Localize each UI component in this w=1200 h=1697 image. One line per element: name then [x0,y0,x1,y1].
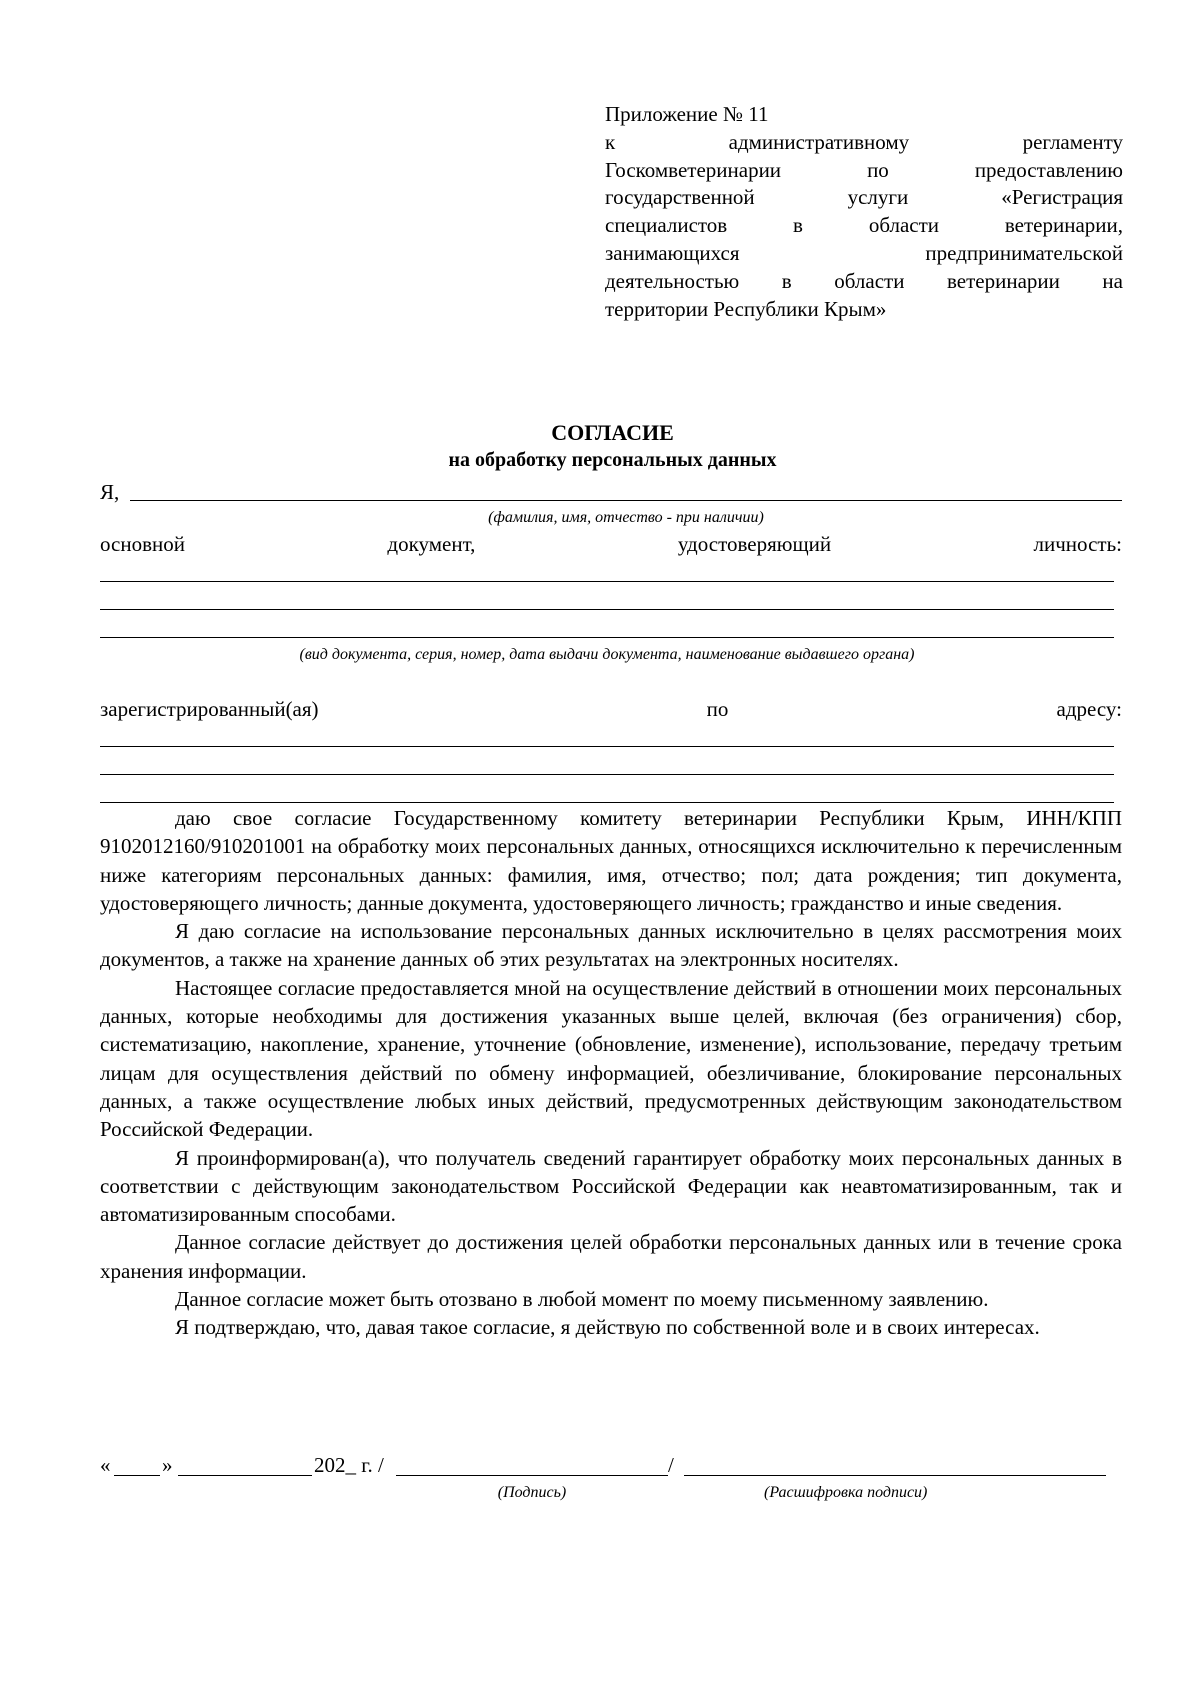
doc-word: личность: [1033,532,1122,556]
address-line-2[interactable] [100,774,1114,775]
slash-separator: / [668,1453,674,1477]
open-quote: « [100,1453,111,1477]
close-quote: » [162,1453,173,1477]
document-line-2[interactable] [100,609,1114,610]
document-line-3[interactable] [100,637,1114,638]
addr-word: зарегистрированный(ая) [100,697,319,721]
fio-hint: (фамилия, имя, отчество - при наличии) [488,509,764,526]
document-line-1[interactable] [100,581,1114,582]
appendix-line: деятельностью в области ветеринарии на [605,268,1123,293]
address-line-1[interactable] [100,746,1114,747]
appendix-line: территории Республики Крым» [605,296,887,321]
consent-paragraph: Я проинформирован(а), что получатель сведений гарантирует обработку моих персональных данных в соответствии с действующим законодательством Российской Федерации как неавтоматизированным, так и автоматизированным способами. [100,1145,1122,1227]
document-subtitle: на обработку персональных данных [448,449,777,471]
signature-decode-hint: (Расшифровка подписи) [764,1484,928,1501]
signature-line[interactable] [396,1475,668,1476]
month-line[interactable] [178,1475,312,1476]
consent-paragraph: Данное согласие может быть отозвано в любой момент по моему письменному заявлению. [175,1287,989,1312]
consent-paragraph: Настоящее согласие предоставляется мной на осуществление действий в отношении моих персональных данных, которые необходимы для достижения указанных выше целей, включая (без ограничения) сбор, систематизацию, накопление, хранение, уточнение (обновление, изменение), использование, передачу третьим лицам для осуществления действий по обмену информацией, обезличивание, блокирование персональных данных, а также осуществление любых иных действий, предусмотренных действующим законодательством Российской Федерации. [100,975,1122,1142]
day-line[interactable] [114,1475,160,1476]
signature-hint: (Подпись) [497,1484,567,1501]
doc-word: документ, [387,532,476,556]
appendix-line: специалистов в области ветеринарии, [605,213,1123,238]
doc-word: удостоверяющий [677,532,832,556]
appendix-line: Госкомветеринарии по предоставлению [605,157,1123,182]
consent-paragraph: Данное согласие действует до достижения целей обработки персональных данных или в течение срока хранения информации. [100,1230,1122,1283]
document-hint: (вид документа, серия, номер, дата выдачи документа, наименование выдавшего органа) [299,646,915,663]
consent-paragraph: Я подтверждаю, что, давая такое согласие, я действую по собственной воле и в своих интересах. [175,1315,1040,1340]
fio-line[interactable] [130,500,1122,501]
appendix-line: государственной услуги «Регистрация [605,185,1123,210]
appendix-line: Приложение № 11 [605,102,769,126]
consent-paragraph: даю свое согласие Государственному комитету ветеринарии Республики Крым, ИНН/КПП 9102012160/910201001 на обработку моих персональных данных, относящихся исключительно к перечисленным ниже категориям персональных данных: фамилия, имя, отчество; пол; дата рождения; тип документа, удостоверяющего личность; данные документа, удостоверяющего личность; гражданство и иные сведения. [100,806,1122,915]
appendix-header [605,101,1123,323]
addr-word: по [706,697,729,721]
year-label: 202_ г. / [314,1453,384,1477]
document-title: СОГЛАСИЕ [551,420,674,445]
address-label-row [100,697,1122,722]
address-line-3[interactable] [100,802,1114,803]
appendix-line: занимающихся предпринимательской [605,240,1123,265]
consent-paragraph: Я даю согласие на использование персональных данных исключительно в целях рассмотрения моих документов, а также на хранение данных об этих результатах на электронных носителях. [100,919,1122,972]
consent-body [100,804,1122,1342]
document-label-row [100,532,1122,557]
appendix-line: к административному регламенту [605,129,1123,154]
signature-decode-line[interactable] [684,1475,1106,1476]
addr-word: адресу: [1056,697,1122,721]
doc-word: основной [100,532,185,556]
i-prefix: Я, [100,480,120,504]
